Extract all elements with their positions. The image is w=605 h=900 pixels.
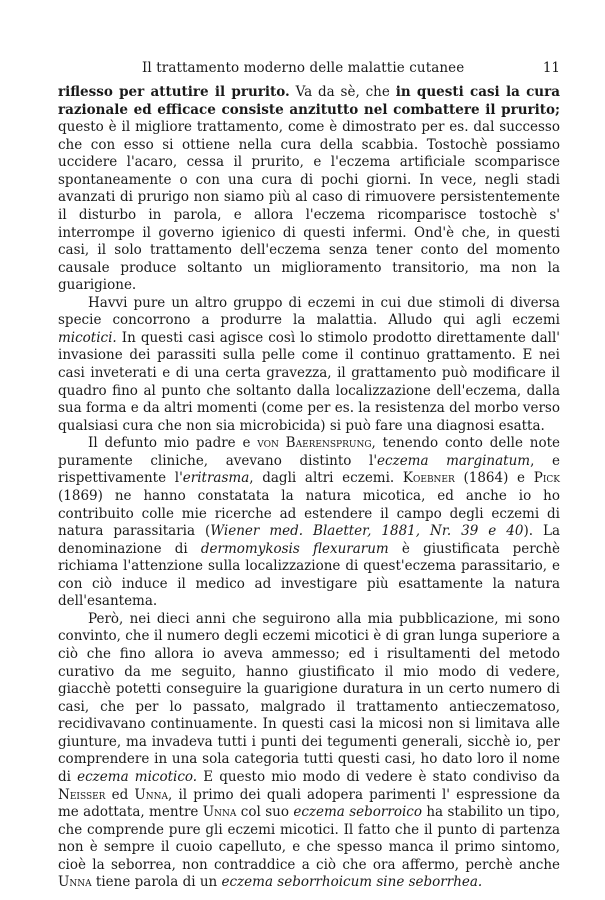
italic-term: eczema micotico. [77, 768, 198, 785]
text-run: , dagli altri eczemi. [249, 470, 403, 487]
text-run: questo è il migliore trattamento, come è dimostrato per es. dal successo che con esso si ottiene nella cura della scabbia. Tostochè possiamo uccidere l'acaro, cessa il prurito, e l'eczema artificiale scomparisce spontaneamente o con una cura di pochi giorni. In vece, negli stadi avanzati di prurigo non siamo più al caso di rimuovere persistentemente il disturbo in parola, e allora l'eczema ricomparisce tostochè s' interrompe il governo igienico di questi infermi. Ond'è che, in questi casi, il solo trattamento dell'eczema senza tener conto del momento causale produce soltanto un miglioramento transitorio, ma non la guarigione. [58, 119, 560, 294]
text-run: , e rispettivamente l' [58, 452, 560, 487]
bold-statement: in questi casi la cura razionale ed efficace consiste anzitutto nel combattere il prurito; [58, 84, 560, 118]
text-run: , tenendo conto delle note puramente cliniche, avevano distinto l' [58, 435, 561, 469]
italic-term: dermomykosis flexurarum [200, 540, 389, 557]
text-run: ). La denominazione di [58, 523, 560, 557]
text-run: è giustificata perchè richiama l'attenzione sulla localizzazione di quest'eczema parassitario, e con ciò induce il medico ad investigare più esattamente la natura dell'esantema. [58, 540, 560, 610]
paragraph-4 [58, 611, 560, 892]
italic-term: eczema seborroico [293, 804, 422, 821]
author-name: Unna [134, 786, 169, 803]
text-run: Va da sè, che [289, 84, 396, 100]
author-name: Unna [58, 874, 92, 891]
italic-term: eczema marginatum [377, 452, 531, 469]
italic-term: eritrasma [182, 470, 250, 487]
text-run: Però, nei dieci anni che seguirono alla mia pubblicazione, mi sono convinto, che il numero degli eczemi micotici è di gran lunga superiore a ciò che fino allora io aveva ammesso; ed i risultamenti del metodo curativo da me seguito, hanno giustificato il mio modo di vedere, giacchè potetti conseguire la guarigione duratura in un certo numero di casi, che per lo passato, malgrado il trattamento antieczematoso, recidivavano continuamente. In questi casi la micosi non si limitava alle giunture, ma invadeva tutti i punti dei tegumenti generali, sicchè io, per comprendere in una sola categoria tutti questi casi, ho dato loro il nome di [58, 610, 560, 785]
running-head [58, 60, 560, 80]
citation: Wiener med. Blaetter, 1881, Nr. 39 e 40 [210, 523, 524, 540]
body-text [58, 84, 560, 892]
text-run: Havvi pure un altro gruppo di eczemi in cui due stimoli di diversa specie concorrono a produrre la malattia. Alludo qui agli eczemi [58, 294, 560, 329]
text-run: E questo mio modo di vedere è stato condiviso da [197, 768, 560, 785]
text-run: , il primo dei quali adopera parimenti l' espressione da me adottata, mentre [58, 786, 560, 821]
page-number: 11 [542, 60, 560, 76]
author-name: Koebner [402, 470, 455, 487]
bold-lead: riflesso per attutire il prurito. [58, 84, 290, 100]
running-title: Il trattamento moderno delle malattie cutanee [142, 60, 465, 76]
paragraph-2 [58, 295, 560, 436]
author-name: von Baerensprung [257, 435, 372, 452]
text-run: tiene parola di un [91, 874, 222, 891]
author-name: Unna [202, 804, 237, 821]
text-run: ha stabilito un tipo, che comprende pure gli eczemi micotici. Il fatto che il punto di partenza non è sempre il cuoio capelluto, e che spesso manca il primo sintomo, cioè la seborrea, non contraddice a ciò che ora affermo, perchè anche [58, 804, 560, 873]
italic-term: eczema seborrhoicum sine seborrhea. [221, 874, 483, 891]
text-run: col suo [236, 804, 294, 821]
author-name: Neisser [58, 786, 106, 803]
text-run: ed [105, 786, 135, 803]
text-run: (1869) ne hanno constatata la natura micotica, ed anche io ho contribuito colle mie ricerche ad estendere il campo degli eczemi di natura parassitaria ( [58, 487, 560, 540]
author-name: Pick [533, 470, 560, 487]
text-run: In questi casi agisce così lo stimolo prodotto direttamente dall' invasione dei parassiti sulla pelle come il continuo grattamento. E nei casi inveterati e di una certa gravezza, il grattamento può modificare il quadro fino al punto che soltanto dalla localizzazione dell'eczema, dalla sua forma e da altri momenti (come per es. la resistenza del morbo verso qualsiasi cura che non sia microbicida) si può fare una diagnosi esatta. [58, 329, 560, 434]
paragraph-1 [58, 84, 560, 295]
paragraph-3 [58, 435, 560, 611]
italic-term: micotici. [58, 329, 117, 346]
text-run: (1864) e [454, 470, 534, 487]
text-run: Il defunto mio padre e [88, 435, 258, 452]
